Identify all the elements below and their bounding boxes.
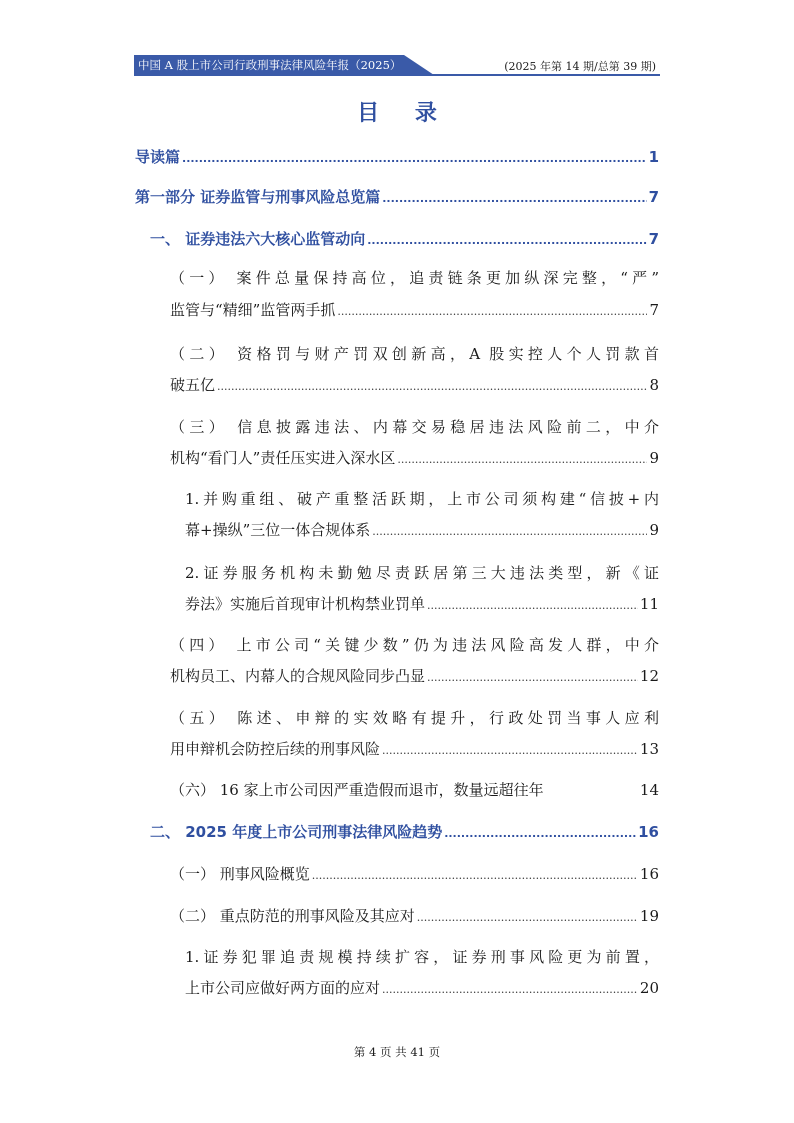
header-issue: (2025 年第 14 期/总第 39 期) bbox=[504, 60, 656, 73]
toc-leader-dots bbox=[444, 824, 636, 844]
toc-page-number: 7 bbox=[648, 188, 659, 206]
toc-leader-dots bbox=[337, 302, 647, 322]
toc-entry-subsection-2-1[interactable] bbox=[170, 864, 659, 886]
toc-entry-continuation bbox=[170, 448, 659, 470]
toc-leader-dots bbox=[367, 231, 646, 251]
toc-leader-dots bbox=[382, 189, 646, 209]
toc-page-number: 11 bbox=[639, 595, 659, 613]
toc-entry-subsection-2-2[interactable] bbox=[170, 906, 659, 928]
toc-leader-dots bbox=[427, 596, 638, 616]
toc-leader-dots bbox=[372, 522, 647, 542]
toc-page-number: 16 bbox=[639, 865, 659, 883]
toc-entry-text: （二） 资格罚与财产罚双创新高，A 股实控人个人罚款首 bbox=[170, 345, 659, 363]
toc-entry-text: 1.并购重组、破产重整活跃期，上市公司须构建“信披+内 bbox=[185, 490, 659, 508]
toc-entry-text: 监管与“精细”监管两手抓 bbox=[170, 301, 336, 319]
toc-entry-text: （一） 刑事风险概览 bbox=[170, 865, 310, 883]
toc-entry-text: 2.证券服务机构未勤勉尽责跃居第三大违法类型，新《证 bbox=[185, 564, 659, 582]
toc-entry-text: 券法》实施后首现审计机构禁业罚单 bbox=[185, 595, 426, 613]
toc-page-number: 9 bbox=[649, 521, 659, 539]
toc-entry-continuation bbox=[170, 300, 659, 322]
toc-entry-section-two[interactable] bbox=[150, 822, 659, 844]
toc-leader-dots bbox=[397, 450, 647, 470]
header-title: 中国 A 股上市公司行政刑事法律风险年报（2025） bbox=[138, 58, 402, 72]
page-footer: 第 4 页 共 41 页 bbox=[353, 1045, 441, 1059]
toc-entry-text: （五） 陈述、申辩的实效略有提升，行政处罚当事人应利 bbox=[170, 709, 659, 727]
toc-entry-text: （一） 案件总量保持高位，追责链条更加纵深完整，“严” bbox=[170, 269, 659, 287]
toc-leader-dots bbox=[382, 741, 638, 761]
toc-page-number: 20 bbox=[639, 979, 659, 997]
toc-entry-text: 1.证券犯罪追责规模持续扩容，证券刑事风险更为前置， bbox=[185, 948, 659, 966]
toc-page-number: 14 bbox=[639, 781, 659, 799]
toc-entry-continuation bbox=[185, 520, 659, 542]
toc-page-number: 12 bbox=[639, 667, 659, 685]
toc-page-number: 13 bbox=[639, 740, 659, 758]
header-rule bbox=[134, 74, 660, 76]
toc-leader-dots bbox=[427, 668, 638, 688]
toc-page-number: 16 bbox=[638, 823, 659, 841]
toc-entry-text: 破五亿 bbox=[170, 376, 216, 394]
toc-entry-subsection-6[interactable] bbox=[170, 780, 659, 802]
toc-entry-text: （四） 上市公司“关键少数”仍为违法风险高发人群，中介 bbox=[170, 636, 659, 654]
toc-entry-text: 上市公司应做好两方面的应对 bbox=[185, 979, 381, 997]
toc-entry-continuation bbox=[185, 978, 659, 1000]
toc-page-number: 8 bbox=[649, 376, 659, 394]
toc-page-number: 19 bbox=[639, 907, 659, 925]
toc-entry-continuation bbox=[170, 666, 659, 688]
toc-entry-section-one[interactable] bbox=[150, 229, 659, 251]
toc-page-number: 1 bbox=[648, 148, 659, 166]
toc-entry-preface[interactable] bbox=[135, 147, 659, 169]
toc-entry-text: 机构员工、内幕人的合规风险同步凸显 bbox=[170, 667, 426, 685]
toc-entry-text: 二、 2025 年度上市公司刑事法律风险趋势 bbox=[150, 823, 443, 841]
toc-leader-dots bbox=[312, 866, 638, 886]
toc-leader-dots bbox=[382, 980, 638, 1000]
toc-entry-text: 幕+操纵”三位一体合规体系 bbox=[185, 521, 371, 539]
toc-entry-continuation bbox=[185, 594, 659, 616]
toc-title: 目 录 bbox=[357, 100, 451, 126]
toc-entry-text: 一、 证券违法六大核心监管动向 bbox=[150, 230, 366, 248]
running-header bbox=[134, 55, 660, 75]
toc-entry-text: （三） 信息披露违法、内幕交易稳居违法风险前二，中介 bbox=[170, 418, 659, 436]
toc-page-number: 7 bbox=[648, 230, 659, 248]
toc-entry-continuation bbox=[170, 739, 659, 761]
toc-page-number: 7 bbox=[649, 301, 659, 319]
toc-entry-text: 第一部分 证券监管与刑事风险总览篇 bbox=[135, 188, 381, 206]
toc-entry-text: 导读篇 bbox=[135, 148, 181, 166]
toc-entry-text: 机构“看门人”责任压实进入深水区 bbox=[170, 449, 396, 467]
toc-page-number: 9 bbox=[649, 449, 659, 467]
toc-entry-continuation bbox=[170, 375, 659, 397]
toc-entry-text: （六） 16 家上市公司因严重造假而退市，数量远超往年 bbox=[170, 781, 544, 799]
toc-leader-dots bbox=[182, 149, 647, 169]
toc-entry-part-one[interactable] bbox=[135, 187, 659, 209]
toc-entry-text: 用申辩机会防控后续的刑事风险 bbox=[170, 740, 381, 758]
toc-leader-dots bbox=[417, 908, 638, 928]
toc-leader-dots bbox=[217, 377, 647, 397]
toc-entry-text: （二） 重点防范的刑事风险及其应对 bbox=[170, 907, 415, 925]
